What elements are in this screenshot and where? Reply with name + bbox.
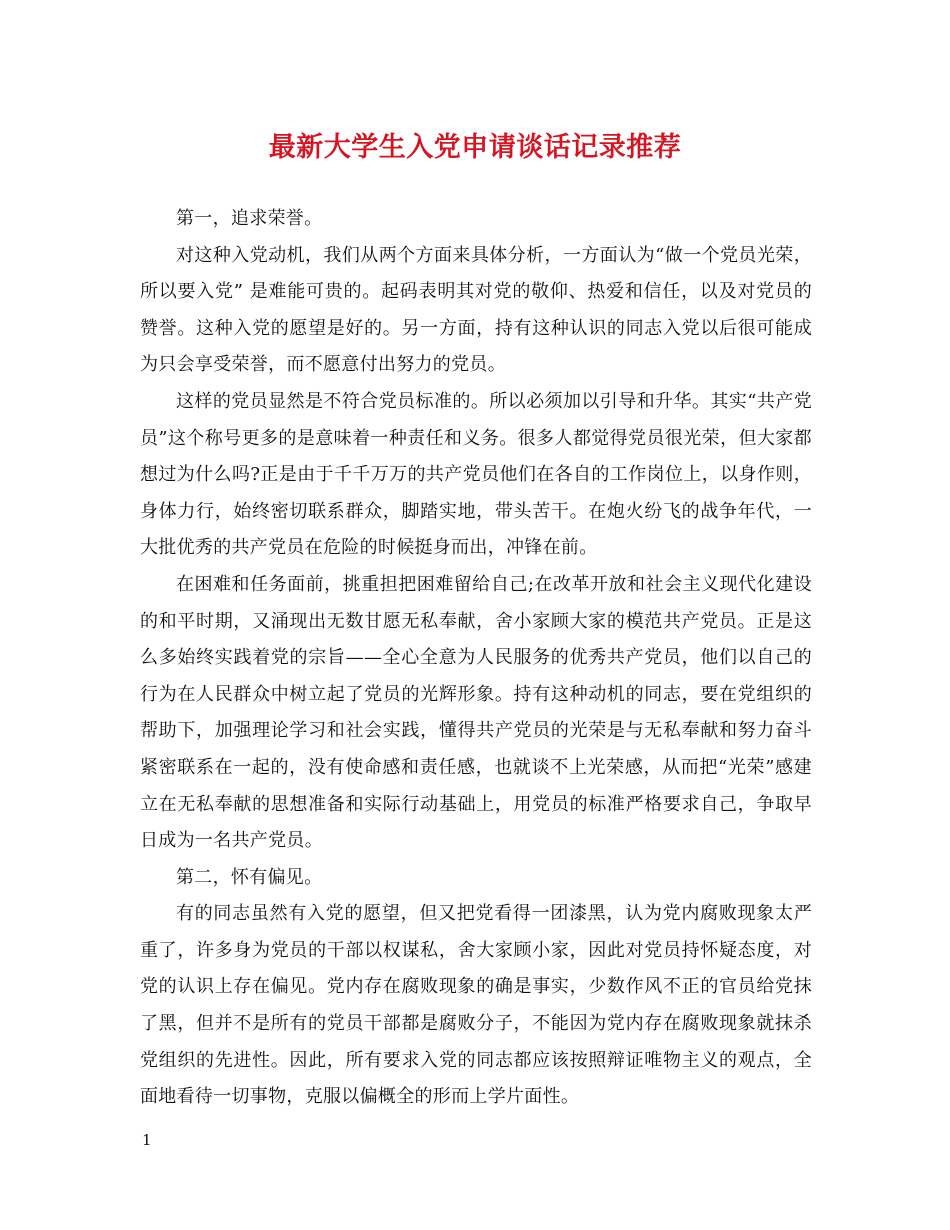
document-title: 最新大学生入党申请谈话记录推荐 (268, 132, 682, 163)
paragraph: 有的同志虽然有入党的愿望，但又把党看得一团漆黑，认为党内腐败现象太严重了，许多身为党员的干部以权谋私，舍大家顾小家，因此对党员持怀疑态度，对党的认识上存在偏见。党内存在腐败现象的确是事实，少数作风不正的官员给党抹了黑，但并不是所有的党员干部都是腐败分子，不能因为党内存在腐败现象就抹杀党组织的先进性。因此，所有要求入党的同志都应该按照辩证唯物主义的观点，全面地看待一切事物，克服以偏概全的形而上学片面性。 (140, 903, 812, 1108)
paragraph: 在困难和任务面前，挑重担把困难留给自己;在改革开放和社会主义现代化建设的和平时期，又涌现出无数甘愿无私奉献，舍小家顾大家的模范共产党员。正是这么多始终实践着党的宗旨——全心全意为人民服务的优秀共产党员，他们以自己的行为在人民群众中树立起了党员的光辉形象。持有这种动机的同志，要在党组织的帮助下，加强理论学习和社会实践，懂得共产党员的光荣是与无私奉献和努力奋斗紧密联系在一起的，没有使命感和责任感，也就谈不上光荣感，从而把“光荣”感建立在无私奉献的思想准备和实际行动基础上，用党员的标准严格要求自己，争取早日成为一名共产党员。 (140, 573, 812, 852)
paragraph-heading-2: 第二，怀有偏见。 (176, 866, 323, 888)
paragraph-heading-1: 第一，追求荣誉。 (176, 208, 323, 229)
paragraph: 对这种入党动机，我们从两个方面来具体分析，一方面认为“做一个党员光荣，所以要入党” 是难能可贵的。起码表明其对党的敬仰、热爱和信任，以及对党员的赞誉。这种入党的愿望是好的。另一方面，持有这种认识的同志入党以后很可能成为只会享受荣誉，而不愿意付出努力的党员。 (140, 244, 812, 376)
page-number: 1 (142, 1131, 152, 1149)
paragraph: 这样的党员显然是不符合党员标准的。所以必须加以引导和升华。其实“共产党员”这个称号更多的是意味着一种责任和义务。很多人都觉得党员很光荣，但大家都想过为什么吗?正是由于千千万万的共产党员他们在各自的工作岗位上，以身作则，身体力行，始终密切联系群众，脚踏实地，带头苦干。在炮火纷飞的战争年代，一大批优秀的共产党员在危险的时候挺身而出，冲锋在前。 (140, 390, 812, 559)
document-body (140, 201, 812, 1116)
